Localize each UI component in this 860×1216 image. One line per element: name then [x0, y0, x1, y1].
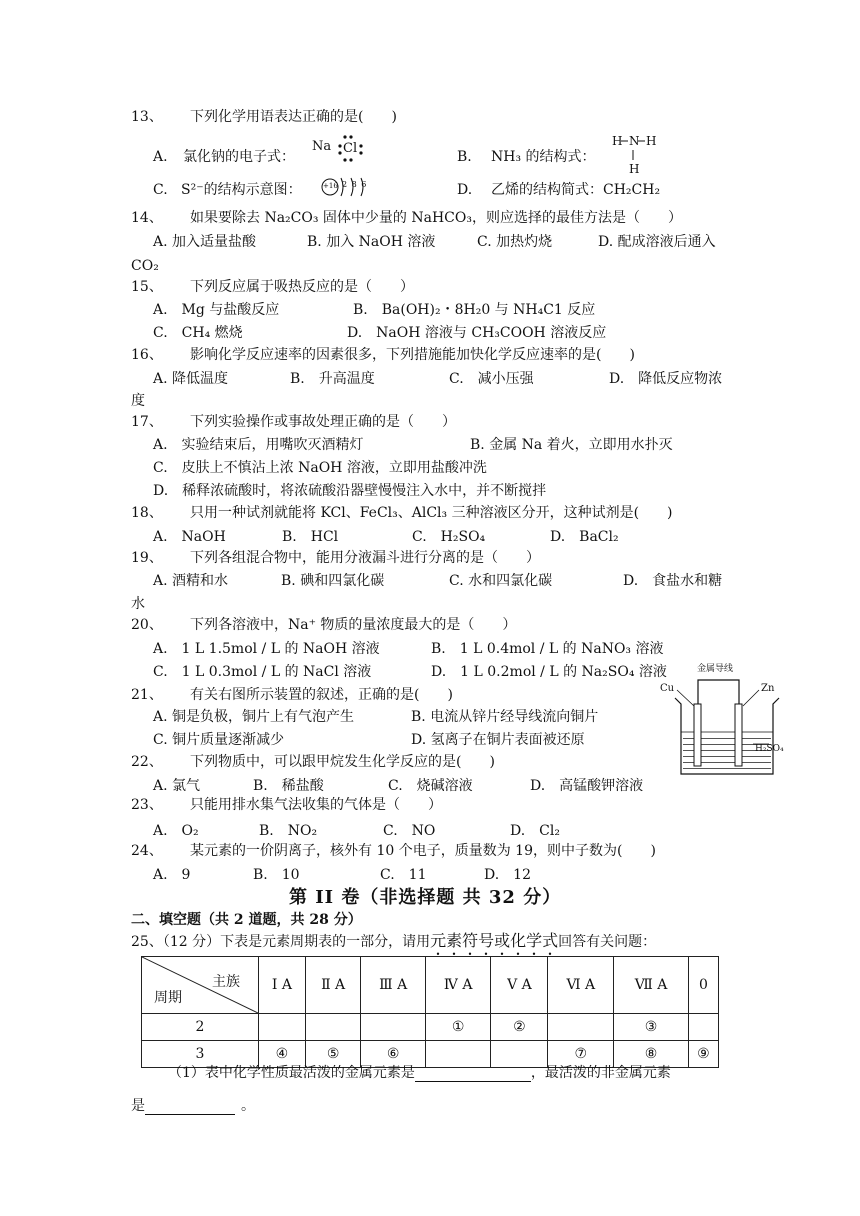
option-b: B. 金属 Na 着火，立即用水扑灭 [470, 437, 673, 453]
question-stem: 如果要除去 Na₂CO₃ 固体中少量的 NaHCO₃，则应选择的最佳方法是（ ） [190, 210, 682, 226]
element-cell: ③ [614, 1014, 689, 1041]
question-stem: 下列反应属于吸热反应的是（ ） [190, 279, 414, 295]
question-number: 21、 [131, 687, 163, 703]
question-number: 20、 [131, 617, 163, 633]
option-a: A. NaOH [153, 529, 226, 545]
option-a: A. 降低温度 [153, 371, 229, 387]
option-d: D. 1 L 0.2mol / L 的 Na₂SO₄ 溶液 [431, 664, 667, 680]
option-a-label: A. [153, 149, 168, 165]
option-d-text: 乙烯的结构简式：CH₂CH₂ [491, 182, 661, 198]
galvanic-cell-figure [657, 664, 787, 778]
wire-label: 金属导线 [697, 664, 734, 674]
nacl-electron-formula [312, 134, 368, 164]
question-number: 23、 [131, 797, 163, 813]
emphasized-text: 元素符号或化学式 [430, 931, 559, 950]
electron-dots [312, 134, 368, 164]
question-stem: 有关右图所示装置的叙述，正确的是( ) [190, 687, 453, 703]
option-d: D. 食盐水和糖 [623, 573, 723, 589]
element-cell: ① [425, 1014, 491, 1041]
option-d: D. 氢离子在铜片表面被还原 [411, 732, 585, 748]
question-stem: 下列物质中，可以跟甲烷发生化学反应的是( ) [190, 754, 495, 770]
element-cell [548, 1014, 614, 1041]
question-25-intro: 25、（12 分）下表是元素周期表的一部分，请用 [131, 934, 431, 950]
option-a: A. Mg 与盐酸反应 [153, 302, 280, 318]
option-d-continued: CO₂ [131, 258, 159, 274]
element-cell [259, 1014, 306, 1041]
h-atom: H [612, 134, 623, 148]
option-a: A. 9 [153, 867, 191, 883]
corner-label-group: 主族 [212, 974, 240, 990]
subquestion-1-continued [131, 1097, 255, 1115]
option-a: A. 氯气 [153, 778, 201, 794]
option-b-text: NH₃ 的结构式： [491, 149, 596, 165]
subquestion-1-text: （1）表中化学性质最活泼的金属元素是 [168, 1065, 415, 1081]
option-b: B. 电流从锌片经导线流向铜片 [411, 709, 599, 725]
question-stem: 只能用排水集气法收集的气体是（ ） [190, 797, 442, 813]
question-stem: 下列各组混合物中，能用分液漏斗进行分离的是（ ） [190, 550, 540, 566]
option-b: B. 升高温度 [290, 371, 375, 387]
question-number: 24、 [131, 843, 163, 859]
question-stem: 某元素的一价阴离子，核外有 10 个电子，质量数为 19，则中子数为( ) [190, 843, 656, 859]
option-c: C. 烧碱溶液 [388, 778, 473, 794]
n-atom: N [629, 134, 640, 148]
cl-symbol: Cl [343, 141, 358, 156]
option-c: C. NO [383, 823, 436, 839]
option-d-continued: 度 [131, 393, 145, 409]
na-symbol: Na [312, 139, 332, 154]
option-b: B. 碘和四氯化碳 [281, 573, 385, 589]
option-c: C. CH₄ 燃烧 [153, 325, 243, 341]
subquestion-1-end: 。 [241, 1098, 255, 1114]
element-cell: ⑧ [614, 1041, 689, 1068]
subquestion-1-cont-text: 是 [131, 1098, 145, 1114]
question-number: 17、 [131, 414, 163, 430]
question-number: 19、 [131, 550, 163, 566]
option-a: A. 酒精和水 [153, 573, 229, 589]
option-b: B. 10 [253, 867, 300, 883]
subquestion-1 [168, 1064, 671, 1082]
question-stem: 下列各溶液中，Na⁺ 物质的量浓度最大的是（ ） [190, 617, 517, 633]
question-25-stem [131, 931, 656, 959]
nucleus-charge: +16 [323, 182, 338, 190]
question-number: 22、 [131, 754, 163, 770]
option-b: B. NO₂ [259, 823, 318, 839]
element-cell [688, 1014, 718, 1041]
option-b: B. HCl [282, 529, 339, 545]
option-d: D. NaOH 溶液与 CH₃COOH 溶液反应 [347, 325, 607, 341]
subquestion-1-mid: ，最活泼的非金属元素 [530, 1065, 671, 1081]
option-b-label: B. [457, 149, 472, 165]
table-row [142, 1014, 719, 1041]
element-cell: ④ [259, 1041, 306, 1068]
option-c: C. 减小压强 [449, 371, 534, 387]
group-header: Ⅶ A [614, 957, 689, 1014]
option-b: B. 稀盐酸 [253, 778, 324, 794]
question-number: 15、 [131, 279, 163, 295]
h-atom: H [629, 162, 640, 176]
part-title: 二、填空题（共 2 道题，共 28 分） [131, 912, 362, 928]
option-b: B. 1 L 0.4mol / L 的 NaNO₃ 溶液 [431, 641, 664, 657]
question-number: 16、 [131, 347, 163, 363]
option-b: B. 加入 NaOH 溶液 [307, 234, 436, 250]
group-header: 0 [688, 957, 718, 1014]
option-c: C. 加热灼烧 [477, 234, 553, 250]
question-number: 13、 [131, 109, 163, 125]
option-a: A. 1 L 1.5mol / L 的 NaOH 溶液 [153, 641, 380, 657]
nh3-structural-formula [612, 130, 662, 176]
table-corner-cell [142, 957, 259, 1014]
question-25-tail: 回答有关问题： [558, 934, 657, 950]
option-d: D. 配成溶液后通入 [598, 234, 716, 250]
answer-blank[interactable] [415, 1067, 531, 1082]
group-header: Ⅵ A [548, 957, 614, 1014]
option-c-label: C. [153, 182, 168, 198]
question-number: 18、 [131, 505, 163, 521]
group-header: Ⅳ A [425, 957, 491, 1014]
option-c: C. 皮肤上不慎沾上浓 NaOH 溶液，立即用盐酸冲洗 [153, 460, 487, 476]
periodic-table-excerpt [141, 956, 719, 1068]
option-d: D. Cl₂ [510, 823, 560, 839]
option-b: B. Ba(OH)₂・8H₂0 与 NH₄C1 反应 [353, 302, 596, 318]
section-title: 第 II 卷（非选择题 共 32 分） [289, 887, 562, 908]
option-a: A. 实验结束后，用嘴吹灭酒精灯 [153, 437, 364, 453]
option-c: C. 1 L 0.3mol / L 的 NaCl 溶液 [153, 664, 372, 680]
option-d: D. 降低反应物浓 [609, 371, 723, 387]
h-atom: H [646, 134, 657, 148]
element-cell [361, 1014, 425, 1041]
option-a: A. O₂ [153, 823, 199, 839]
group-header: Ⅲ A [361, 957, 425, 1014]
option-a-text: 氯化钠的电子式： [183, 149, 295, 165]
element-cell [305, 1014, 361, 1041]
option-c-text: S²⁻的结构示意图： [181, 182, 302, 198]
group-header: Ⅱ A [305, 957, 361, 1014]
option-d: D. 12 [484, 867, 531, 883]
option-d-label: D. [457, 182, 473, 198]
option-c: C. 铜片质量逐渐减少 [153, 732, 285, 748]
group-header: Ⅰ A [259, 957, 306, 1014]
element-cell: ② [491, 1014, 548, 1041]
option-a: A. 加入适量盐酸 [153, 234, 257, 250]
element-cell: ⑦ [548, 1041, 614, 1068]
option-d: D. 高锰酸钾溶液 [530, 778, 644, 794]
group-header: Ⅴ A [491, 957, 548, 1014]
element-cell: ⑨ [688, 1041, 718, 1068]
option-c: C. 水和四氯化碳 [449, 573, 553, 589]
element-cell: ⑥ [361, 1041, 425, 1068]
sulfide-ion-structure-diagram [318, 174, 374, 200]
option-a: A. 铜是负极，铜片上有气泡产生 [153, 709, 355, 725]
question-number: 14、 [131, 210, 163, 226]
corner-label-period: 周期 [154, 990, 182, 1006]
shell-electrons: 2 8 6 [342, 180, 368, 189]
question-stem: 只用一种试剂就能将 KCl、FeCl₃、AlCl₃ 三种溶液区分开，这种试剂是( ) [190, 505, 673, 521]
element-cell: ⑤ [305, 1041, 361, 1068]
answer-blank[interactable] [145, 1100, 235, 1115]
option-d: D. BaCl₂ [550, 529, 619, 545]
option-d-continued: 水 [131, 596, 145, 612]
question-stem: 下列化学用语表达正确的是( ) [190, 109, 397, 125]
option-c: C. H₂SO₄ [412, 529, 486, 545]
bond-lines [612, 130, 662, 176]
question-stem: 下列实验操作或事故处理正确的是（ ） [190, 414, 456, 430]
period-cell: 3 [142, 1041, 259, 1068]
period-cell: 2 [142, 1014, 259, 1041]
zn-label: Zn [761, 683, 775, 694]
option-c: C. 11 [380, 867, 427, 883]
option-d: D. 稀释浓硫酸时，将浓硫酸沿器壁慢慢注入水中，并不断搅拌 [153, 483, 547, 499]
question-stem: 影响化学反应速率的因素很多，下列措施能加快化学反应速率的是( ) [190, 347, 635, 363]
acid-label: H₂SO₄ [755, 744, 784, 754]
cu-label: Cu [660, 683, 675, 694]
